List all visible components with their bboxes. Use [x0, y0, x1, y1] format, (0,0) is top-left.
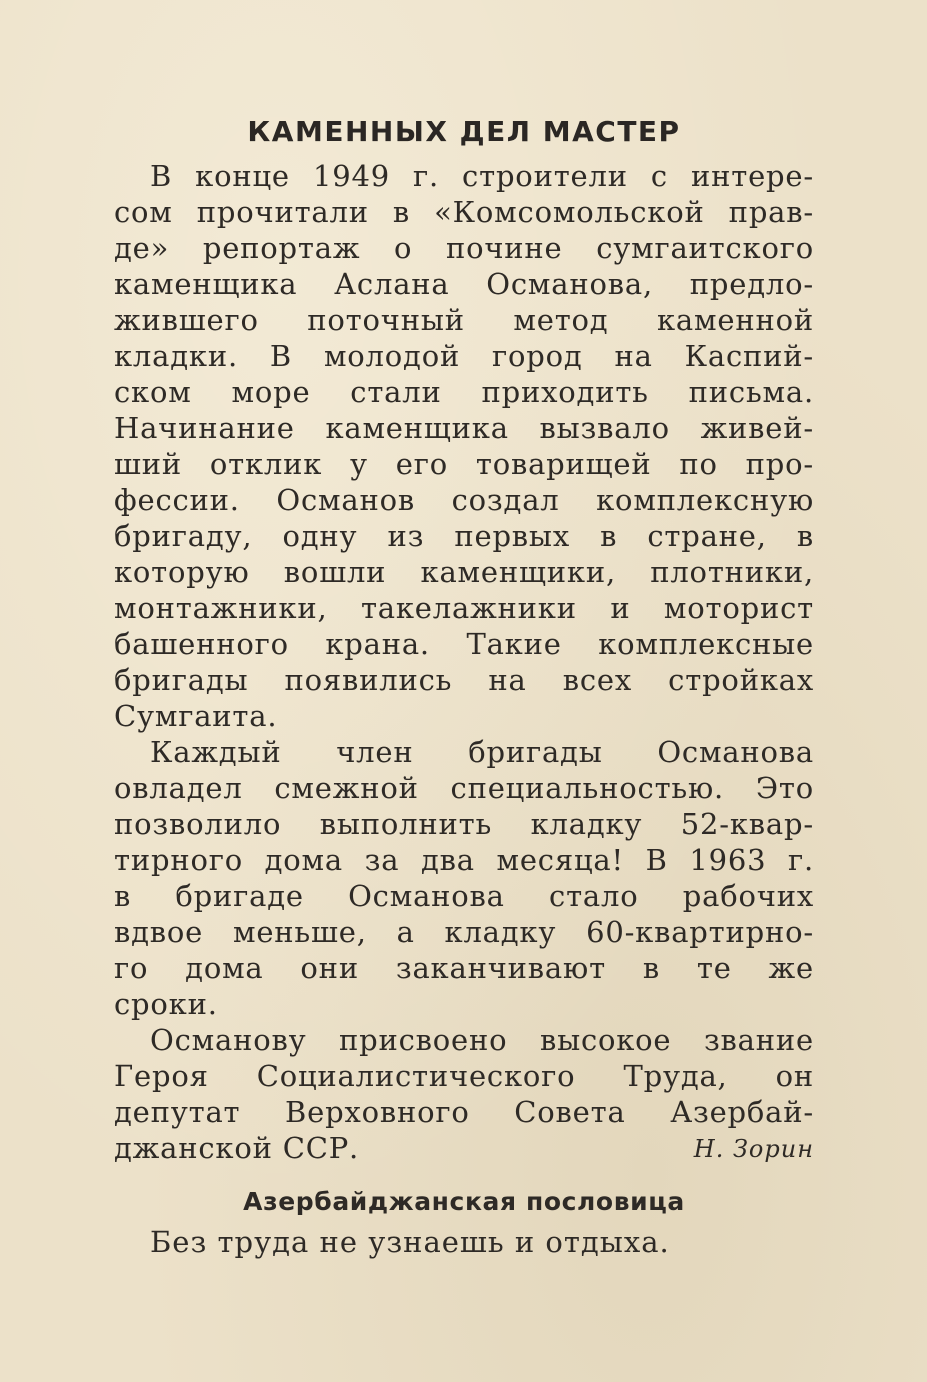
text-line: кладки. В молодой город на Каспий- — [114, 339, 814, 373]
text-line: монтажники, такелажники и моторист — [114, 591, 814, 625]
text-line: позволило выполнить кладку 52-квар- — [114, 807, 814, 841]
proverb-title: Азербайджанская пословица — [243, 1187, 685, 1216]
text-line: депутат Верховного Совета Азербай- — [114, 1095, 814, 1129]
text-line: Сумгаита. — [114, 699, 278, 733]
text-line: Начинание каменщика вызвало живей- — [114, 411, 814, 445]
paragraph-2 — [114, 734, 814, 1022]
paragraph-3 — [114, 1022, 814, 1166]
article — [114, 110, 814, 1260]
text-line: которую вошли каменщики, плотники, — [114, 555, 814, 589]
text-line: бригады появились на всех стройках — [114, 663, 814, 697]
final-line-row — [114, 1130, 814, 1166]
text-line: башенного крана. Такие комплексные — [114, 627, 814, 661]
text-line: вдвое меньше, а кладку 60-квартирно- — [114, 915, 814, 949]
text-line: Османову присвоено высокое звание — [150, 1023, 814, 1057]
text-line: Героя Социалистического Труда, он — [114, 1059, 814, 1093]
text-line: каменщика Аслана Османова, предло- — [114, 267, 814, 301]
paragraph-1 — [114, 158, 814, 734]
text-line: го дома они заканчивают в те же — [114, 951, 814, 985]
proverb-text: Без труда не узнаешь и отдыха. — [150, 1225, 670, 1259]
text-line: сроки. — [114, 987, 218, 1021]
text-line: Каждый член бригады Османова — [150, 735, 814, 769]
text-line: в бригаде Османова стало рабочих — [114, 879, 814, 913]
text-line: ший отклик у его товарищей по про- — [114, 447, 814, 481]
text-line: де» репортаж о почине сумгаитского — [114, 231, 814, 265]
article-title: КАМЕННЫХ ДЕЛ МАСТЕР — [247, 115, 681, 148]
text-line: джанской ССР. — [114, 1131, 360, 1165]
text-line: В конце 1949 г. строители с интере- — [150, 159, 814, 193]
text-line: овладел смежной специальностью. Это — [114, 771, 814, 805]
text-line: ском море стали приходить письма. — [114, 375, 814, 409]
text-line: сом прочитали в «Комсомольской прав- — [114, 195, 814, 229]
author-signature: Н. Зорин — [693, 1135, 814, 1163]
text-line: жившего поточный метод каменной — [114, 303, 814, 337]
text-line: бригаду, одну из первых в стране, в — [114, 519, 814, 553]
text-line: фессии. Османов создал комплексную — [114, 483, 814, 517]
text-line: тирного дома за два месяца! В 1963 г. — [114, 843, 814, 877]
